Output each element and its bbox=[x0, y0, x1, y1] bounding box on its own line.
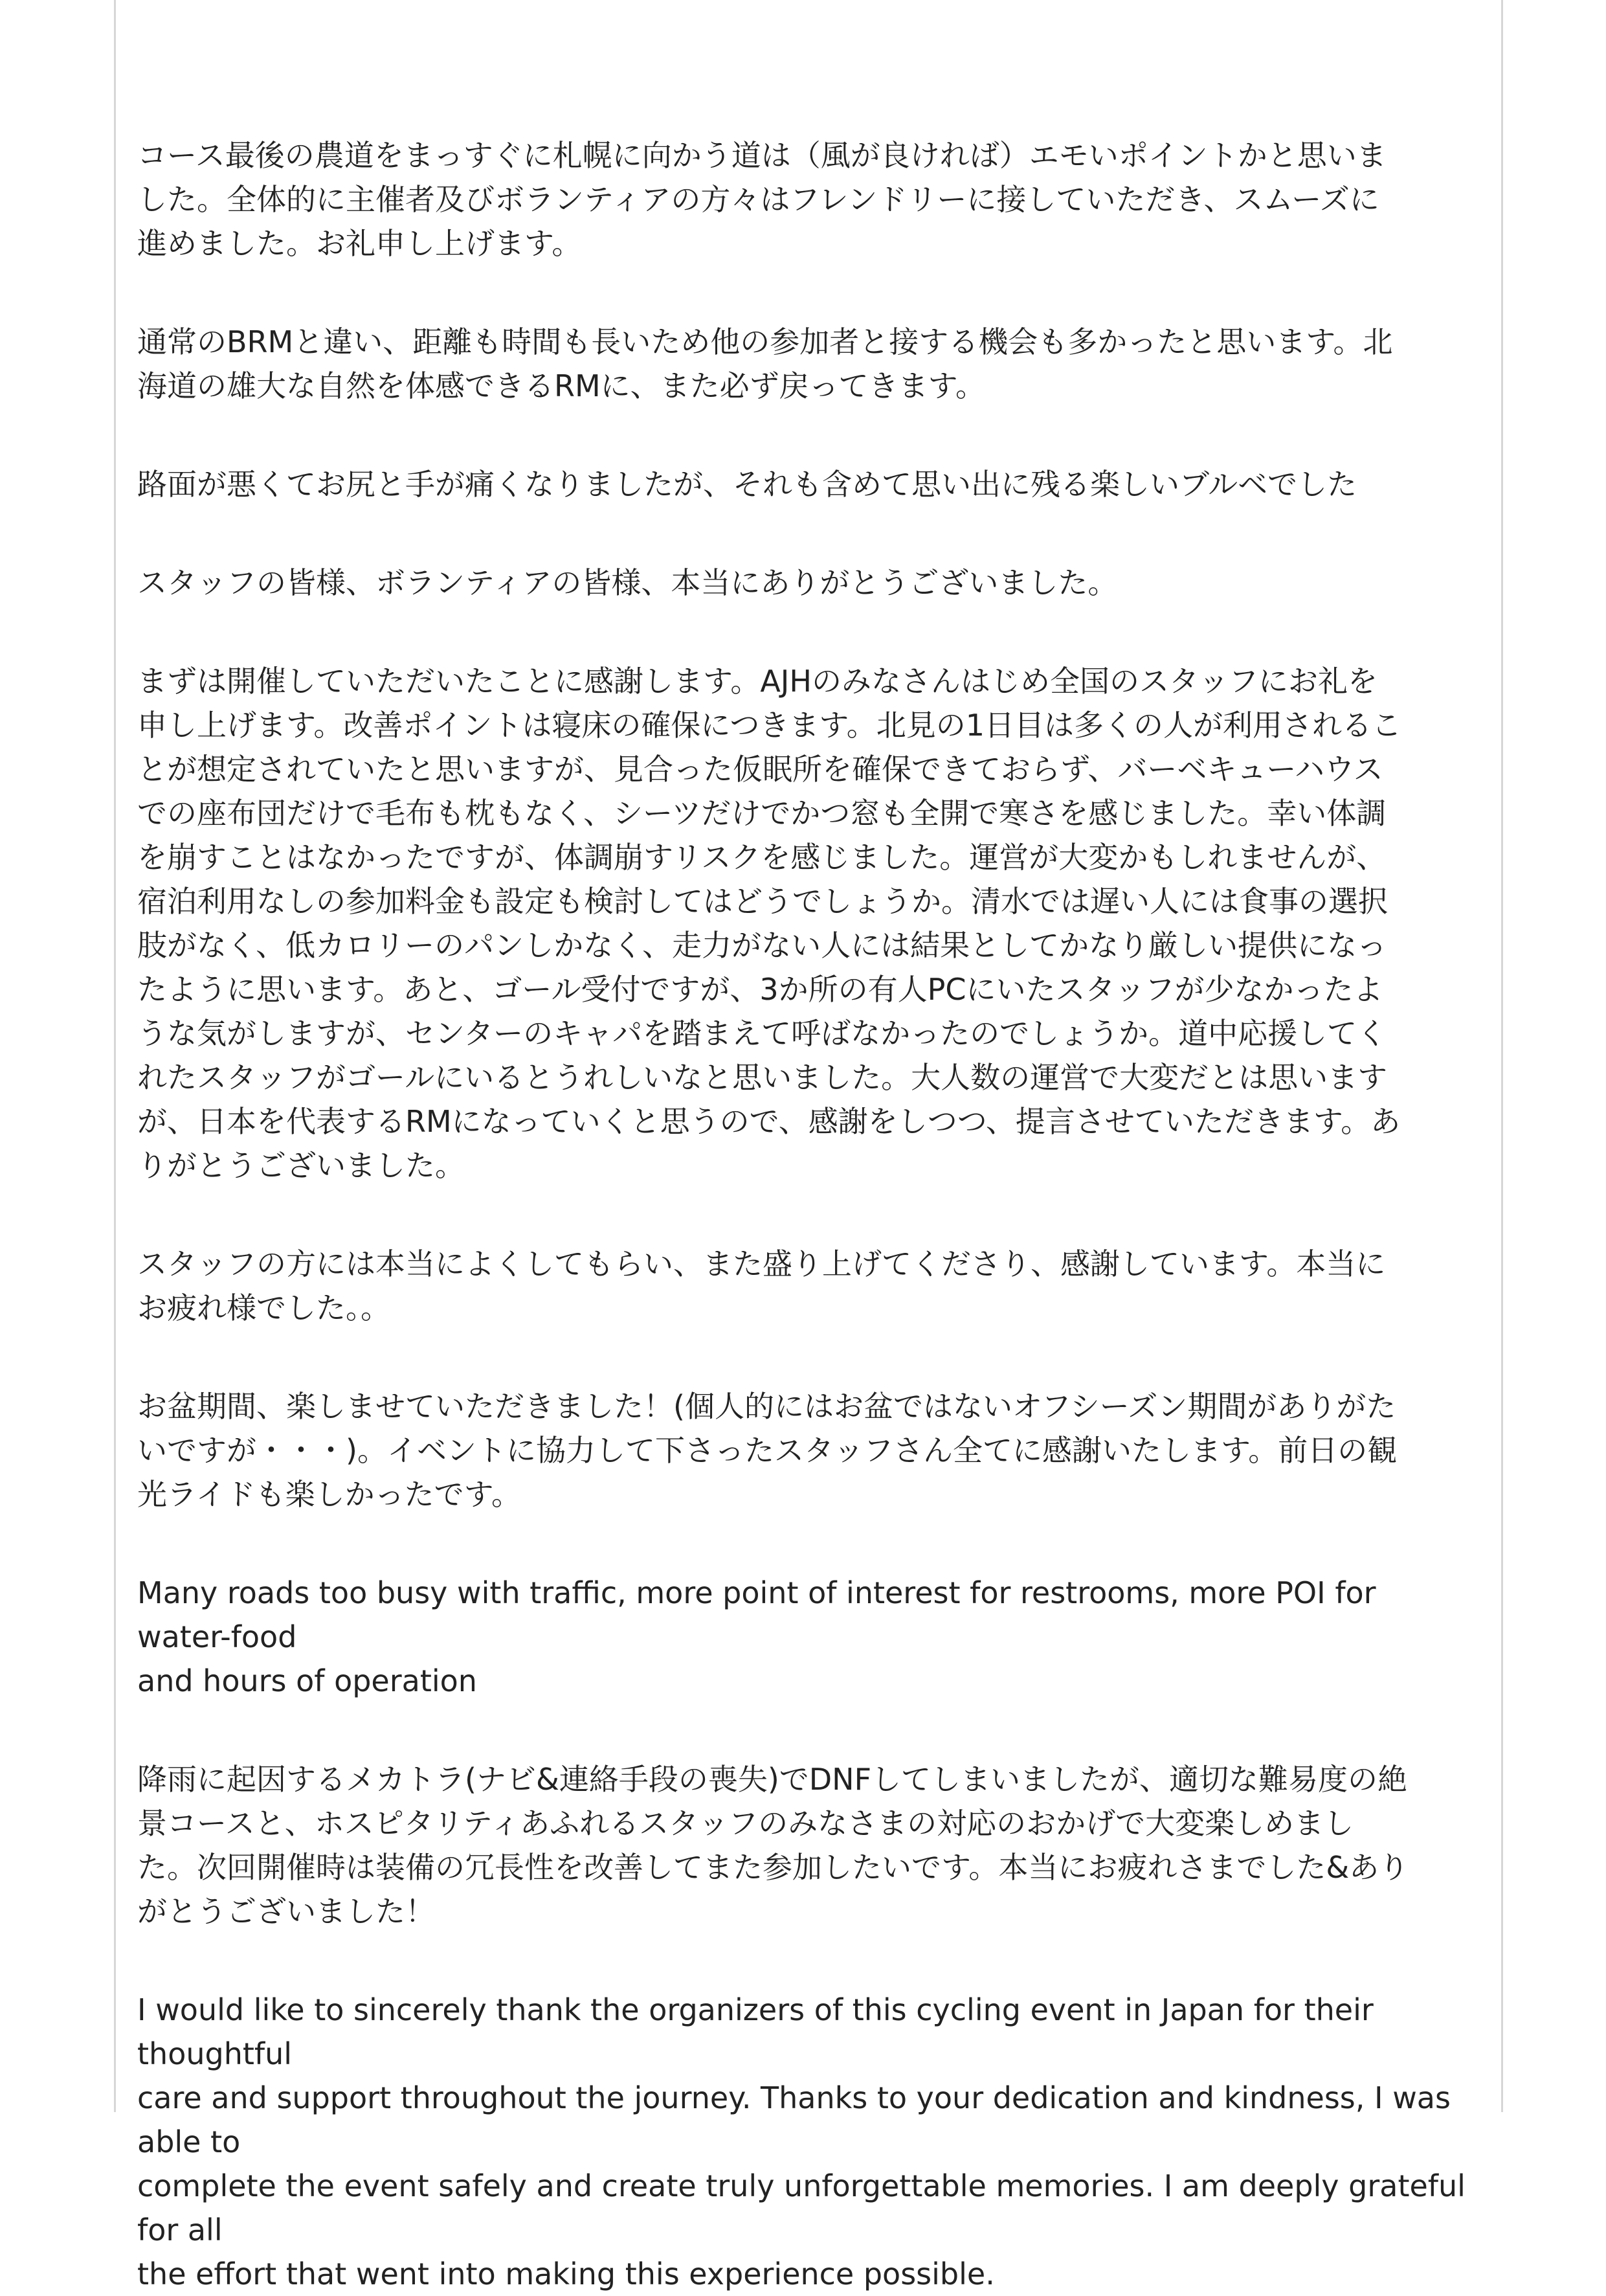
comment-6: スタッフの方には本当によくしてもらい、また盛り上げてくださり、感謝しています。本当に お疲れ様でした。。 bbox=[137, 1246, 1386, 1325]
comment-7: お盆期間、楽しませていただきました！(個人的にはお盆ではないオフシーズン期間がありがた いですが・・・)。イベントに協力して下さったスタッフさん全てに感謝いたします。前日の観 光ライドも楽しかったです。 bbox=[137, 1389, 1398, 1512]
comments-list bbox=[137, 133, 1471, 2296]
comment-10: I would like to sincerely thank the organizers of this cycling event in Japan for their thoughtful care and support throughout the journey. Thanks to your dedication and kindness, I was able to complete the event safely and create truly unforgettable memories. I am deeply grateful for all the effort that went into making this experience possible. bbox=[137, 1992, 1466, 2291]
comment-8: Many roads too busy with traffic, more point of interest for restrooms, more POI for water-food and hours of operation bbox=[137, 1575, 1376, 1698]
comment-9: 降雨に起因するメカトラ(ナビ&連絡手段の喪失)でDNFしてしまいましたが、適切な難易度の絶 景コースと、ホスピタリティあふれるスタッフのみなさまの対応のおかげで大変楽しめまし た。次回開催時は装備の冗長性を改善してまた参加したいです。本当にお疲れさまでした&あり がとうございました！ bbox=[137, 1762, 1409, 1929]
comment-1: コース最後の農道をまっすぐに札幌に向かう道は（風が良ければ）エモいポイントかと思いま した。全体的に主催者及びボランティアの方々はフレンドリーに接していただき、スムーズに 進めました。お礼申し上げます。 bbox=[137, 138, 1387, 261]
comment-2: 通常のBRMと違い、距離も時間も長いため他の参加者と接する機会も多かったと思います。北 海道の雄大な自然を体感できるRMに、また必ず戻ってきます。 bbox=[137, 324, 1393, 403]
comment-3: 路面が悪くてお尻と手が痛くなりましたが、それも含めて思い出に残る楽しいブルベでした bbox=[137, 467, 1357, 502]
comment-4: スタッフの皆様、ボランティアの皆様、本当にありがとうございました。 bbox=[137, 565, 1118, 600]
comment-5: まずは開催していただいたことに感謝します。AJHのみなさんはじめ全国のスタッフにお礼を 申し上げます。改善ポイントは寝床の確保につきます。北見の1日目は多くの人が利用されるこ とが想定されていたと思いますが、見合った仮眠所を確保できておらず、バーベキューハウス での座布団だけで毛布も枕もなく、シーツだけでかつ窓も全開で寒さを感じました。幸い体調 を崩すことはなかったですが、体調崩すリスクを感じました。運営が大変かもしれませんが、 宿泊利用なしの参加料金も設定も検討してはどうでしょうか。清水では遅い人には食事の選択 肢がなく、低カロリーのパンしかなく、走力がない人には結果としてかなり厳しい提供になっ たように思います。あと、ゴール受付ですが、3か所の有人PCにいたスタッフが少なかったよ うな気がしますが、センターのキャパを踏まえて呼ばなかったのでしょうか。道中応援してく れたスタッフがゴールにいるとうれしいなと思いました。大人数の運営で大変だとは思います が、日本を代表するRMになっていくと思うので、感謝をしつつ、提言させていただきます。あ りがとうございました。 bbox=[137, 664, 1401, 1183]
